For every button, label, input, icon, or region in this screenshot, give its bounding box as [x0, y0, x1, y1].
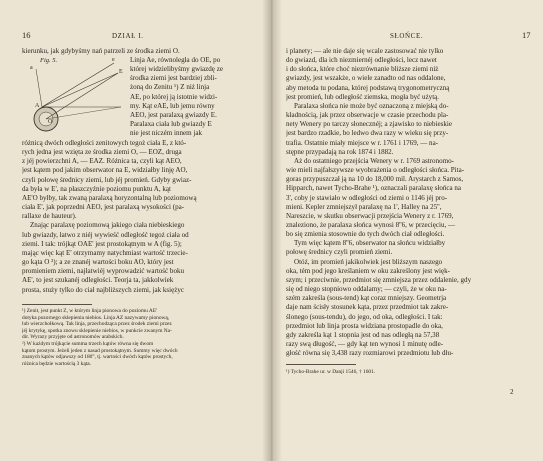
book-gutter [262, 0, 282, 461]
text-line: Znając paralaxę poziomową jakiego ciała niebieskiego [30, 221, 185, 230]
text-line: i do słońca, które choć niezrównanie bliższe ziemi niż [286, 65, 439, 74]
footnote-line: ²) W każdym trójkącie summa trzech kątów równa się dwom [22, 340, 154, 347]
footnotes-left [22, 308, 254, 367]
right-page [272, 0, 543, 461]
text-line: AE', to jest szukanéj odległości. Teorja ta, jakkolwiek [22, 276, 174, 285]
figure-letter-O: O [48, 119, 53, 125]
text-line: gdy zakreśla kąt 1 stopnia jest od nas odległą na 57,38 [286, 330, 440, 339]
text-line: da była w E', na płaszczyźnie poziomu punktu A, kąt [22, 184, 172, 193]
text-line: wie mieli najfałszywsze wyobrażenia o odległości słońca. Pita- [286, 166, 465, 175]
body-text-right [286, 47, 526, 358]
figure-letter-e: e [112, 57, 115, 63]
text-line: Aż do ostatniego przejścia Wenery w r. 1769 astronomo- [294, 156, 454, 165]
signature-mark: 2 [510, 388, 514, 396]
footnote-rule-left [22, 304, 92, 305]
text-line: do gwiazd, dla ich niezmiernéj odległości, lecz nawet [286, 56, 437, 65]
running-head-left: DZIAŁ I. [112, 32, 144, 40]
text-line: ślonego (sous-tendu), do jego, od oka, odległości. I tak: [286, 312, 443, 321]
footnote-line: ¹) Tycho-Brahe ur. w Danji 1546, † 1601. [286, 369, 376, 375]
text-line: się od niego stopniowo oddalamy; — czyli, że w oku na- [286, 285, 447, 294]
text-line: jest promień, lub odległość ziemska, mogła być użytą. [286, 92, 440, 101]
footnote-line: dir. Wyrazy przyjęte od astronomów arabskich. [22, 334, 124, 341]
text-line: Tym więc kątem 8''6, obserwator na słońcu widziałby [294, 239, 446, 248]
text-line: AE, po której ją istotnie widzi- [130, 92, 218, 101]
text-line: mając więc kąt E' otrzymamy natychmiast wartość trzecie- [22, 248, 188, 257]
text-line: szém zakreśla (sous-tend) kąt coraz mniejszy. Geometrja [286, 294, 447, 303]
text-line: bo się zmienia stosownie do tych dwóch ciał odległości. [286, 230, 445, 239]
footnote-line: kątom prostym. Jeżeli jeden z nasad prostokątnym. Summy więc dwóch [22, 347, 178, 354]
left-page [0, 0, 271, 461]
text-line: nie jest niczém innem jak [130, 129, 203, 138]
text-line: z jéj powierzchni A, — EAZ. Różnica ta, czyli kąt AEO, [22, 157, 182, 166]
figure-letter-E: E [119, 69, 123, 75]
text-line: AEO, jest paralaxą gwiazdy E. [130, 110, 217, 119]
text-beside-figure [130, 56, 254, 138]
text-line: prosta, stuży tylko do ciał najbliższych ziemi, jak księżyc [22, 285, 185, 294]
text-line: której widzielibyśmy gwiazdę ze [130, 65, 223, 74]
figure-label: Fig. 5. [40, 57, 58, 64]
text-line: znaleziono, że paralaxa słońca wynosi 8''6, w przecięciu, — [286, 220, 456, 229]
footnote-line: jéj krytykę, spotka znowu sklepienie niebios, w punkcie zwanym Na- [22, 327, 172, 334]
first-line-left [22, 47, 254, 56]
text-line: głość równa się 3,438 razy rozmiarowi przedmiotu lub dłu- [286, 349, 454, 358]
text-line: lub gwiazdy, łatwo z niéj wywieść odległość tegoż ciała od [22, 230, 189, 239]
running-head-right: SŁOŃCE. [390, 32, 424, 40]
parallax-diagram [26, 57, 126, 137]
footnote-line: ¹) Zenit, jest punkt Z, w którym linja pionowa do poziomu AE' [22, 308, 158, 314]
text-line: środka ziemi jest bardziej zbli- [130, 74, 217, 83]
text-line: i planety; — ale nie daje się wcale zastosować nie tylko [286, 47, 444, 55]
text-line: różnicą dwóch odległości zenitowych tegoż ciała E, z któ- [22, 139, 187, 147]
page-number-left: 16 [22, 30, 31, 40]
text-line: przedmiot lub linja prosta widziana prostopadle do oka, [286, 321, 443, 330]
figure-letter-a: a [30, 65, 33, 71]
text-line: mieni. Kepler zmniejszył paralaxę na 1', Halley na 25'', [286, 202, 442, 211]
text-line: Nareszcie, w skutku obserwacji przejścia Wenery z r. 1769, [286, 211, 454, 220]
text-line: daje nam ścisły stosunek kąta, przez przedmiot tak zakre- [286, 303, 449, 312]
footnote-line: znanych kątów odjawszy od 180°, tj. wartości dwóch kątów prostych, [22, 354, 173, 361]
text-line: Paralaxa ciała lub gwiazdy E [130, 120, 212, 129]
text-line: oka, tém pod jego kreślaniem w oku zakreślony jest więk- [286, 266, 450, 275]
text-line: Otóż, im promień jakikolwiek jest bliższym naszego [294, 257, 443, 266]
text-line: stępne przypadają na rok 1874 i 1882. [286, 147, 394, 156]
text-line: żoną do Zenitu ¹) Z niż linja [130, 83, 210, 92]
text-line: trafia. Ostatnie miały miejsce w r. 1761 i 1769, — na- [286, 138, 439, 147]
text-line: Paralaxa słońca nie może być oznaczoną z miejską do- [294, 101, 449, 110]
text-line: rych jedna jest wzięta ze środka ziemi O, — EOZ, druga [22, 148, 182, 157]
footnote-right [286, 369, 526, 376]
footnote-rule-right [286, 364, 356, 365]
figure-parallax [26, 57, 126, 137]
text-line: Linja Ae, równoległa do OE, po [130, 56, 221, 64]
text-line: aby metoda tu podana, której podstawą trygonometryczną [286, 83, 450, 92]
text-line: gwiazdy, jest wszakże, o wiele zanadto od nas oddalone, [286, 74, 446, 83]
body-text-left [22, 139, 254, 295]
text-line: ciała E', jak poprzedni AEO, jest paralaxą wysokości (pa- [22, 203, 185, 212]
text-line: go kąta O ²); a ze znanéj wartości boku AO, który jest [22, 258, 174, 267]
text-line: jest kątem pod jakim obserwator na E, widziałby linję AO, [22, 166, 188, 175]
page-number-right: 17 [522, 30, 531, 40]
text-line: goras przypuszczał ją na 10 do 18,000 mil. Arystarch z Samos, [286, 175, 464, 184]
text-line: ziemi. I tak: trójkąt OAE' jest prostokątnym w A (fig. 5); [22, 239, 182, 248]
footnote-line: lub wierzchołkową. Tak linja, przechodząca przez środek ziemi przez [22, 321, 172, 328]
text-line: 3', coby je stawiało w odległości od ziemi o 1146 jéj pro- [286, 193, 448, 202]
figure-letter-A: A [35, 103, 40, 109]
text-line: kierunku, jak gdybyśmy nań patrzeli ze środka ziemi O. [22, 47, 180, 55]
text-line: rallaxe de hauteur). [22, 212, 77, 221]
text-line: połowę średnicy czyli promień ziemi. [286, 248, 393, 257]
text-line: jest bardzo rzadkie, bo ledwo dwa razy w wieku się przy- [286, 129, 449, 138]
text-line: czyli połowę średnicy ziemi, lub jéj promień. Gdyby gwiaz- [22, 175, 192, 184]
text-line: szym; i przeciwnie, przedmiot się zmniejsza przez oddalenie, gdy [286, 275, 472, 284]
text-line: my. Kąt eAE, lub jemu równy [130, 101, 215, 110]
text-line: AE'O byłby, tak zwaną paralaxą horyzontalną lub poziomową [22, 193, 197, 202]
footnote-line: dotyka pozornego sklepienia niebios. Linja AZ nazywamy pionową, [22, 314, 170, 321]
text-line: Hipparch, nawet Tycho-Brahe ¹), oznaczali paralaxę słońca na [286, 184, 462, 193]
footnote-line: różnica będzie wartością 3 kąta. [22, 360, 91, 367]
text-line: kładnością, jak przez obserwacje w czasie przechodu pla- [286, 111, 449, 120]
text-line: razy swą długość, — gdy kąt ten wynosi 1 minutę odle- [286, 340, 444, 348]
text-line: nety Wenery po tarczy słonecznéj; a zjawisko to niebieskie [286, 120, 453, 129]
text-line: promieniem ziemi, najłatwiéj wyprowadzić wartość boku [22, 267, 185, 276]
